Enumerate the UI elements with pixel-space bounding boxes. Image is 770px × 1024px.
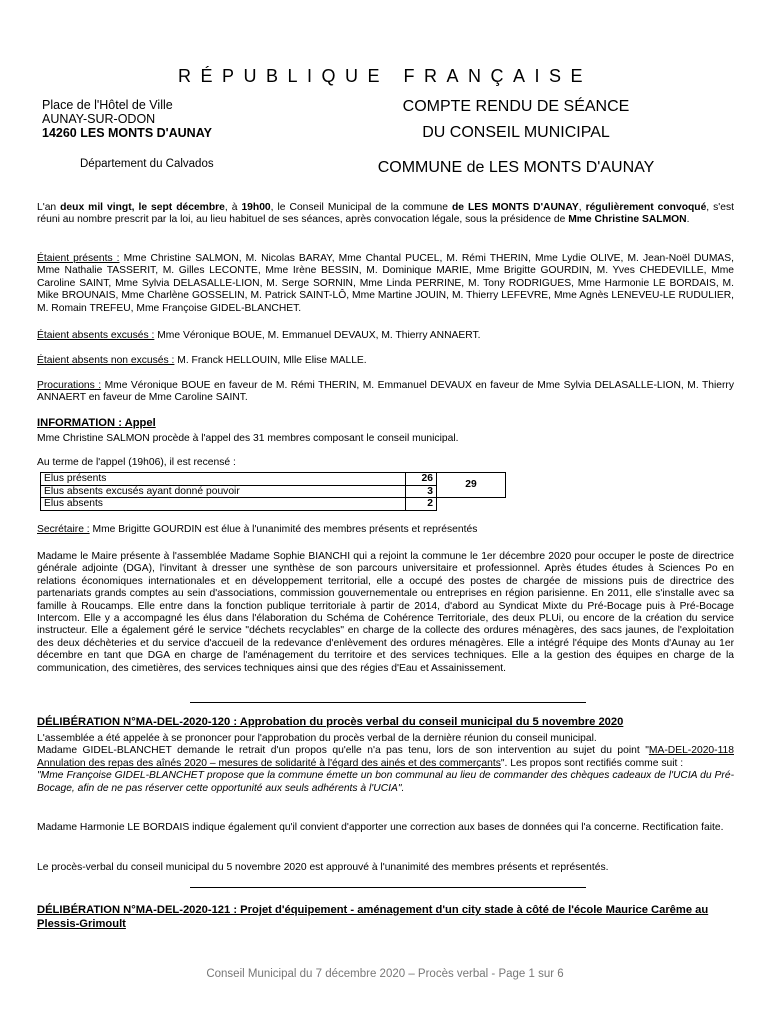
table-cell: 26 bbox=[406, 473, 437, 486]
page-footer: Conseil Municipal du 7 décembre 2020 – Procès verbal - Page 1 sur 6 bbox=[206, 968, 564, 980]
recap-table bbox=[40, 472, 506, 511]
document-title-line1: COMPTE RENDU DE SÉANCE bbox=[402, 98, 630, 115]
appel-line1: Mme Christine SALMON procède à l'appel des 31 membres composant le conseil municipal. bbox=[37, 433, 459, 444]
separator bbox=[190, 887, 586, 888]
delib-121-heading: DÉLIBÉRATION N°MA-DEL-2020-121 : Projet d'équipement - aménagement d'un city stade à côté de l'école Maurice Carême au Plessis-Grimoult bbox=[37, 904, 709, 930]
address-line: AUNAY-SUR-ODON bbox=[42, 112, 156, 126]
commune-title: COMMUNE de LES MONTS D'AUNAY bbox=[377, 159, 655, 176]
delib-120-body: L'assemblée a été appelée à se prononcer pour l'approbation du procès verbal de la dernière réunion du conseil municipal. Madame GIDEL-BLANCHET demande le retrait d'un propos qu'elle n'a pas tenu, lors de son intervention au sujet du point "MA-DEL-2020-118 Annulation des repas des aînés 2020 – mesures de solidarité à l'égard des ainés et des commerçants". Les propos sont rectifiés comme suit : "Mme Françoise GIDEL-BLANCHET propose que la commune émette un bon communal au lieu de commander des chèques cadeaux de l'UCIA du Pré-Bocage, afin de ne pas réserver cette opportunité aux seuls adhérents à l'UCIA". bbox=[37, 733, 734, 794]
document-title-line2: DU CONSEIL MUNICIPAL bbox=[422, 124, 610, 141]
table-cell: Elus présents bbox=[41, 473, 406, 486]
departement-label: Département du Calvados bbox=[80, 158, 214, 170]
appel-heading: INFORMATION : Appel bbox=[37, 417, 156, 429]
table-cell: 3 bbox=[406, 485, 437, 498]
presents-paragraph: Étaient présents : Mme Christine SALMON, M. Nicolas BARAY, Mme Chantal PUCEL, M. Rémi THERIN, Mme Lydie OLIVE, M. Jean-Noël DUMAS, Mme Nathalie TASSERIT, M. Gilles LECONTE, Mme Irène BESSIN, M. Dominique MARIE, Mme Brigitte GOURDIN, M. Yves CHEDEVILLE, Mme Caroline SAINT, Mme Sylvia DELASALLE-LION, M. Serge SORNIN, Mme Linda PERRINE, M. Tony RODRIGUES, Mme Harmonie LE BORDAIS, M. Mike BROUNAIS, Mme Charlène GOSSELIN, M. Patrick SAINT-LÔ, Mme Martine JOUIN, M. Thierry LEFEVRE, Mme Agnès LENEVEU-LE RUDULIER, M. Romain TREFEU, Mme Françoise GIDEL-BLANCHET. bbox=[37, 253, 734, 314]
table-row bbox=[41, 498, 506, 511]
dga-paragraph: Madame le Maire présente à l'assemblée Madame Sophie BIANCHI qui a rejoint la commune le 1er décembre 2020 pour occuper le poste de directrice générale adjointe (DGA), l'invitant à dresser une synthèse de son parcours universitaire et professionnel. Après études études à Sciences Po en relations économiques internationales et en développement territorial, elle a occupé des postes de chargée de missions puis de directrice des partenariats grands comptes au sein d'associations, commission gouvernementale ou entreprises en région parisienne. En 2011, elle s'installe avec sa famille à Roucamps. Elle entre dans la fonction publique territoriale à partir de 2014, d'abord au Syndicat Mixte du Pré-Bocage puis à Pré-Bocage Intercom. Elle y a accompagné les élus dans l'élaboration du Schéma de Cohérence Territoriale, des deux PLUi, ou encore de la création du service instructeur. Elle a également géré le service "déchets recyclables" en charge de la collecte des ordures ménagères, des sacs jaunes, de l'exploitation des deux déchèteries et du service d'accueil de la redevance d'enlèvement des ordures ménagères. Elle a intégré l'équipe des Monts d'Aunay au 1er décembre en tant que DGA en charge de l'aménagement du territoire et des services techniques. Elle a la gestion des équipes en charge de la communication, des cimetières, des services techniques ainsi que des régies d'Eau et Assainissement. bbox=[37, 551, 734, 674]
table-cell: 2 bbox=[406, 498, 437, 511]
mairie-address bbox=[42, 98, 212, 140]
table-cell: Elus absents excusés ayant donné pouvoir bbox=[41, 485, 406, 498]
intro-paragraph: L'an deux mil vingt, le sept décembre, à 19h00, le Conseil Municipal de la commune de LES MONTS D'AUNAY, régulièrement convoqué, s'est réuni au nombre prescrit par la loi, au lieu habituel de ses séances, après convocation légale, sous la présidence de Mme Christine SALMON. bbox=[37, 202, 734, 226]
delib-120-correction: Madame Harmonie LE BORDAIS indique également qu'il convient d'apporter une correction aux bases de données qui l'a concerne. Rectification faite. bbox=[37, 822, 724, 833]
address-city: 14260 LES MONTS D'AUNAY bbox=[42, 126, 212, 140]
procurations-paragraph: Procurations : Mme Véronique BOUE en faveur de M. Rémi THERIN, M. Emmanuel DEVAUX en faveur de Mme Sylvia DELASALLE-LION, M. Thierry ANNAERT en faveur de Mme Caroline SAINT. bbox=[37, 380, 734, 404]
address-line: Place de l'Hôtel de Ville bbox=[42, 98, 173, 112]
separator bbox=[190, 702, 586, 703]
table-cell: Elus absents bbox=[41, 498, 406, 511]
total-cell: 29 bbox=[437, 473, 506, 498]
secretaire-paragraph: Secrétaire : Mme Brigitte GOURDIN est élue à l'unanimité des membres présents et représentés bbox=[37, 524, 478, 535]
appel-line2: Au terme de l'appel (19h06), il est recensé : bbox=[37, 457, 236, 468]
table-row bbox=[41, 485, 506, 498]
presents-label: Étaient présents : bbox=[37, 253, 120, 264]
delib-120-heading: DÉLIBÉRATION N°MA-DEL-2020-120 : Approbation du procès verbal du conseil municipal du 5 novembre 2020 bbox=[37, 716, 624, 728]
absents-non-excuses-paragraph: Étaient absents non excusés : M. Franck HELLOUIN, Mlle Elise MALLE. bbox=[37, 355, 367, 366]
table-row bbox=[41, 473, 506, 486]
republique-francaise-heading: RÉPUBLIQUE FRANÇAISE bbox=[177, 66, 593, 86]
delib-120-approval: Le procès-verbal du conseil municipal du 5 novembre 2020 est approuvé à l'unanimité des membres présents et représentés. bbox=[37, 862, 609, 873]
absents-excuses-paragraph: Étaient absents excusés : Mme Véronique BOUE, M. Emmanuel DEVAUX, M. Thierry ANNAERT. bbox=[37, 330, 481, 341]
quote: "Mme Françoise GIDEL-BLANCHET propose que la commune émette un bon communal au lieu de commander des chèques cadeaux de l'UCIA du Pré-Bocage, afin de ne pas réserver cette opportunité aux seuls adhérents à l'UCIA". bbox=[37, 770, 734, 794]
